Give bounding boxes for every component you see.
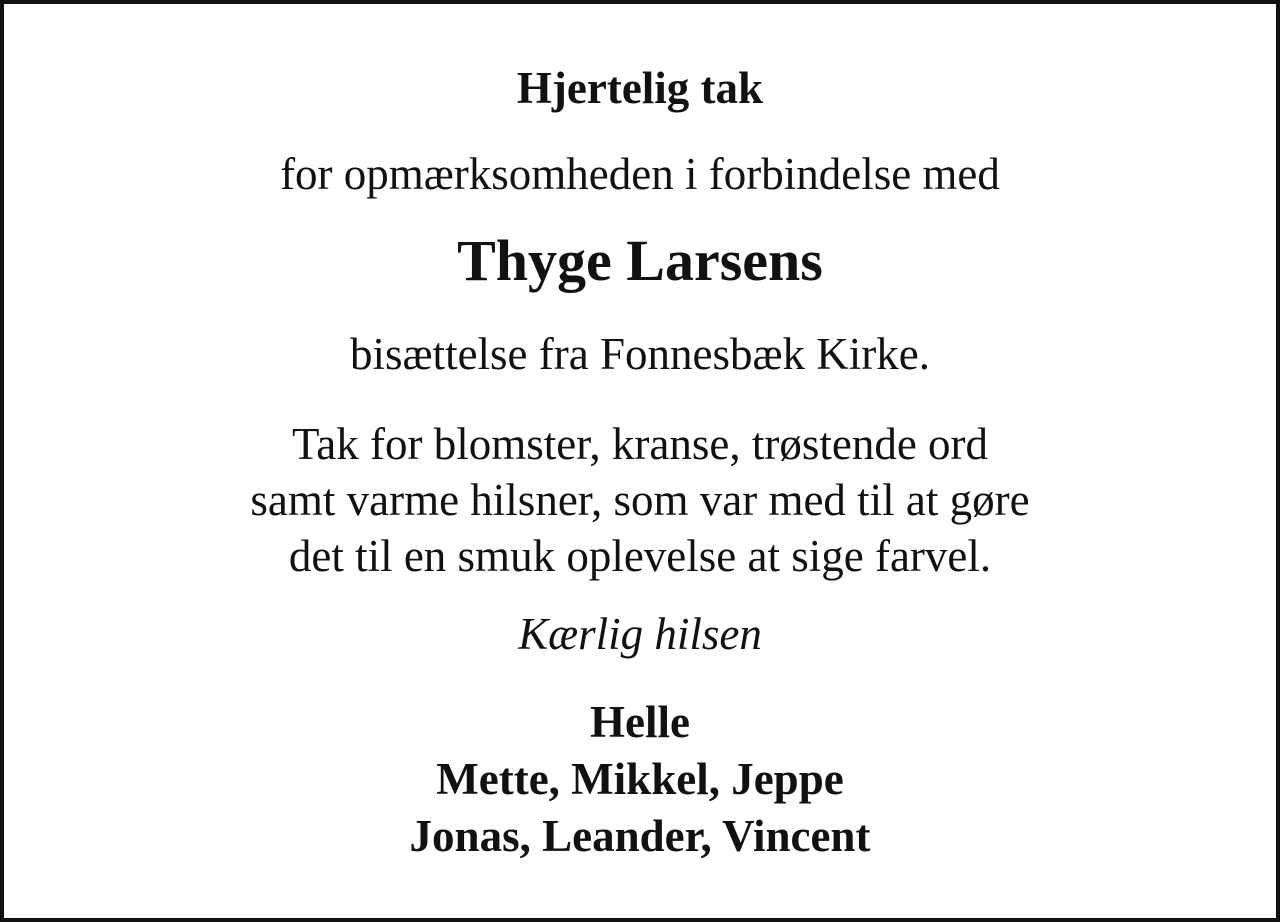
signer-line: Jonas, Leander, Vincent: [409, 811, 871, 861]
signers-block: [4, 694, 1276, 865]
thanks-paragraph: [4, 416, 1276, 584]
notice-heading: Hjertelig tak: [516, 63, 764, 113]
thanks-line: Tak for blomster, kranse, trøstende ord: [291, 419, 989, 469]
signer-line: Helle: [590, 697, 690, 747]
thanks-line: det til en smuk oplevelse at sige farvel.: [288, 531, 992, 581]
thanks-line: samt varme hilsner, som var med til at gøre: [250, 475, 1030, 525]
ceremony-text: bisættelse fra Fonnesbæk Kirke.: [350, 329, 930, 379]
signer-line: Mette, Mikkel, Jeppe: [436, 754, 844, 804]
closing-greeting: Kærlig hilsen: [518, 609, 762, 659]
notice-intro: for opmærksomheden i forbindelse med: [280, 149, 1000, 199]
deceased-name: Thyge Larsens: [457, 228, 823, 293]
